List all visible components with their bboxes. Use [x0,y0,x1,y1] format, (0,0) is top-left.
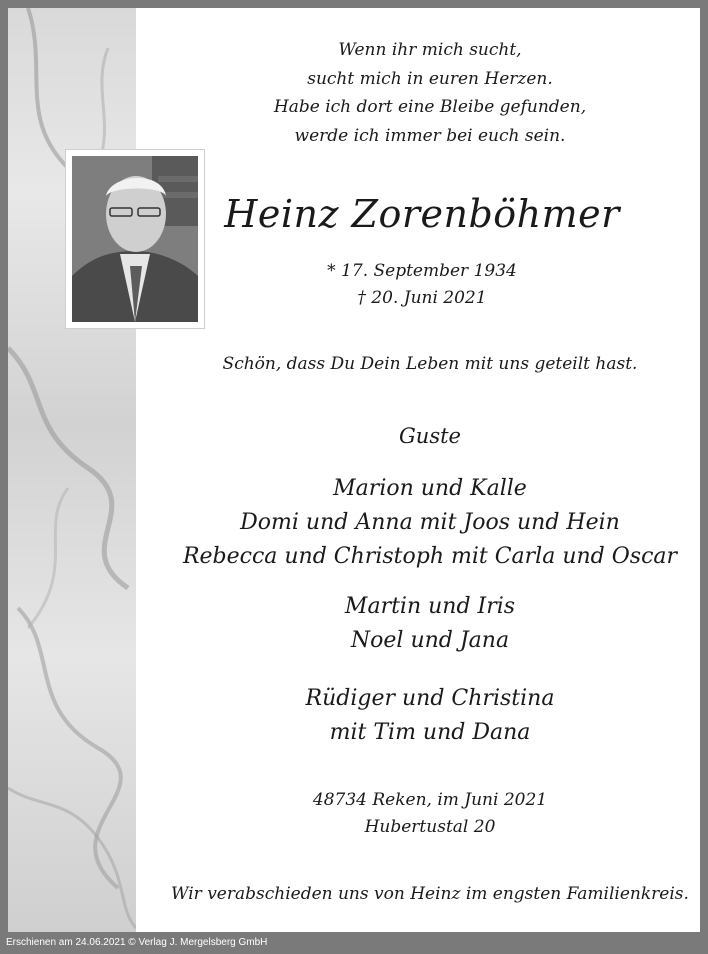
address-line: 48734 Reken, im Juni 2021 [312,790,548,810]
deceased-name: Heinz Zorenböhmer [224,192,620,236]
mourner-line: Rüdiger und Christina [305,686,555,711]
mourner-line: Rebecca und Christoph mit Carla und Oscar [182,544,678,569]
life-dates [198,258,646,312]
farewell-quote: Schön, dass Du Dein Leben mit uns geteilt hast. [222,354,638,374]
mourner-line: Martin und Iris [344,594,516,619]
mourner-line: Domi und Anna mit Joos und Hein [240,510,620,535]
publication-footer: Erschienen am 24.06.2021 © Verlag J. Mergelsberg GmbH [6,937,268,948]
mourner-group [168,682,692,750]
death-date: † 20. Juni 2021 [357,288,487,308]
poem-line: Habe ich dort eine Bleibe gefunden, [273,97,587,117]
closing-note: Wir verabschieden uns von Heinz im engsten Familienkreis. [171,884,689,904]
marble-veins [8,8,136,932]
mourner-spouse: Guste [399,424,461,448]
poem-line: Wenn ihr mich sucht, [338,40,522,60]
address-line: Hubertustal 20 [364,817,496,837]
birth-date: * 17. September 1934 [327,261,517,281]
portrait-frame [66,150,204,328]
portrait-photo [72,156,198,322]
address-block [168,787,692,841]
mourner-group [168,590,692,658]
obituary-card [8,8,700,932]
poem-line: werde ich immer bei euch sein. [294,125,566,146]
poem [168,36,692,150]
mourner-group [168,472,692,574]
mourner-line: mit Tim und Dana [329,720,531,745]
marble-border [8,8,136,932]
mourner-line: Marion und Kalle [333,476,527,501]
poem-line: sucht mich in euren Herzen. [307,68,553,89]
mourner-line: Noel und Jana [350,628,510,653]
